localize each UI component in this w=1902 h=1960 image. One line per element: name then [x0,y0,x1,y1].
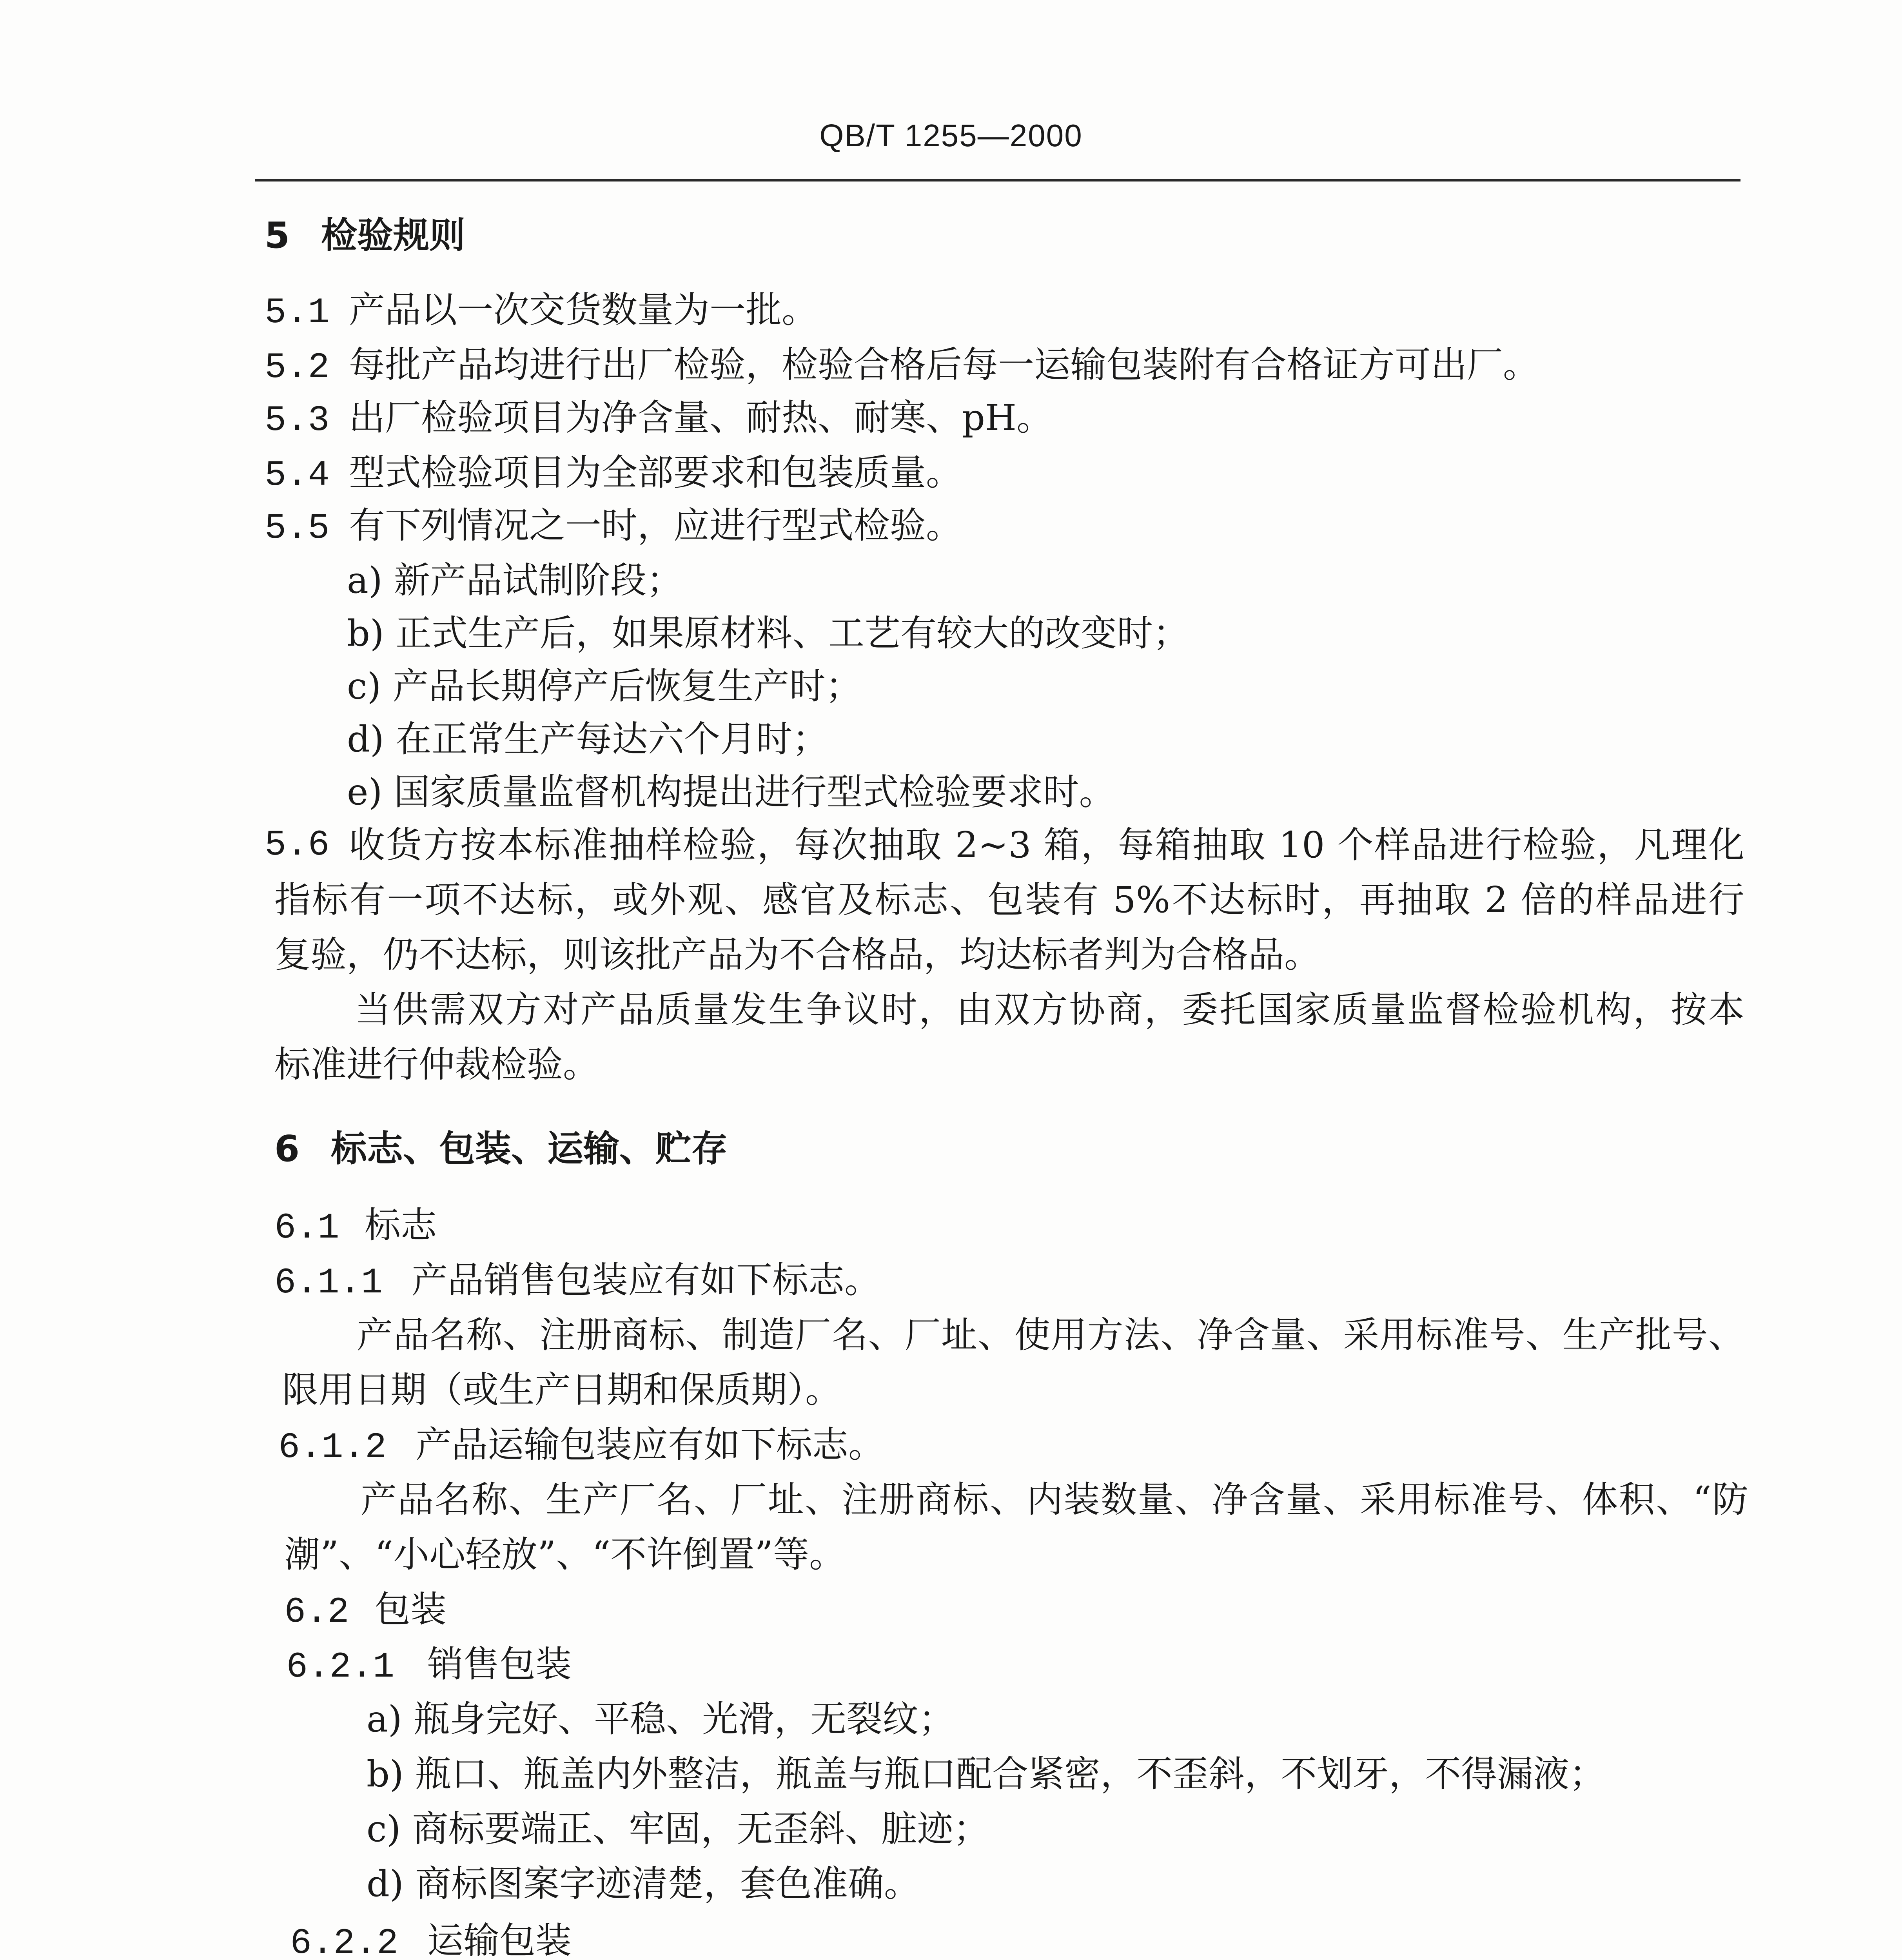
clause-5-2 [265,344,1539,388]
clause-number: 6.2.2 [290,1923,399,1960]
clause-5-1 [265,289,818,333]
list-item-6-2-1-b: b) 瓶口、瓶盖内外整洁，瓶盖与瓶口配合紧密，不歪斜，不划牙，不得漏液； [367,1753,1606,1795]
clause-title: 产品销售包装应有如下标志。 [412,1259,881,1301]
clause-number: 6.1.2 [278,1427,387,1468]
clause-6-1-1-line-2: 限用日期（或生产日期和保质期）。 [282,1369,842,1411]
clause-6-1-2-line-1: 产品名称、生产厂名、厂址、注册商标、内装数量、净含量、采用标准号、体积、“防 [361,1479,1748,1521]
clause-title: 产品运输包装应有如下标志。 [416,1424,885,1466]
clause-text: 每批产品均进行出厂检验，检验合格后每一运输包装附有合格证方可出厂。 [349,344,1539,386]
clause-6-1-2 [278,1424,885,1468]
list-item-5-5-d: d) 在正常生产每达六个月时； [347,718,829,760]
clause-title: 包装 [374,1588,447,1630]
clause-5-4 [265,452,962,496]
clause-number: 6.2.1 [286,1646,395,1688]
clause-text: 型式检验项目为全部要求和包装质量。 [349,452,962,494]
clause-6-1-1 [274,1259,881,1303]
clause-number: 5.3 [265,400,330,441]
clause-text: 出厂检验项目为净含量、耐热、耐寒、pH。 [349,397,1053,439]
list-item-5-5-a: a) 新产品试制阶段； [347,559,682,601]
standard-code-header: QB/T 1255—2000 [819,118,1083,153]
clause-number: 5.4 [265,455,330,496]
clause-number: 5.2 [265,347,330,388]
section-6-number: 6 [274,1128,300,1170]
clause-6-2-1 [286,1643,572,1688]
clause-6-1 [274,1204,437,1249]
section-6-title: 标志、包装、运输、贮存 [331,1128,728,1170]
clause-number: 5.6 [265,824,330,866]
clause-6-2 [284,1588,447,1633]
clause-title: 销售包装 [427,1643,572,1685]
clause-5-5 [265,505,962,549]
clause-6-1-1-line-1: 产品名称、注册商标、制造厂名、厂址、使用方法、净含量、采用标准号、生产批号、 [357,1314,1744,1356]
clause-number: 6.1 [274,1207,339,1249]
list-item-5-5-c: c) 产品长期停产后恢复生产时； [347,665,862,707]
list-item-6-2-1-a: a) 瓶身完好、平稳、光滑，无裂纹； [367,1698,955,1740]
clause-title: 运输包装 [427,1920,572,1960]
list-item-5-5-b: b) 正式生产后，如果原材料、工艺有较大的改变时； [347,612,1189,654]
clause-number: 6.1.1 [274,1262,383,1303]
list-item-6-2-1-d: d) 商标图案字迹清楚，套色准确。 [367,1863,920,1905]
clause-text: 产品以一次交货数量为一批。 [349,289,818,331]
section-6-heading [274,1128,728,1170]
clause-number: 6.2 [284,1592,349,1633]
section-5-title: 检验规则 [321,214,466,256]
clause-number: 5.5 [265,508,330,549]
clause-5-6 [265,824,1744,866]
section-5-number: 5 [265,214,290,256]
clause-text: 收货方按本标准抽样检验，每次抽取 2~3 箱，每箱抽取 10 个样品进行检验，凡理化 [349,824,1744,866]
section-5-heading [265,214,466,256]
clause-5-3 [265,397,1053,441]
clause-6-1-2-line-2: 潮”、“小心轻放”、“不许倒置”等。 [284,1534,846,1575]
clause-5-6-paragraph-2: 当供需双方对产品质量发生争议时，由双方协商，委托国家质量监督检验机构，按本 [355,989,1744,1031]
clause-5-6-paragraph-2-line-2: 标准进行仲裁检验。 [274,1044,599,1085]
clause-5-6-line-2: 指标有一项不达标，或外观、感官及标志、包装有 5%不达标时，再抽取 2 倍的样品进行 [274,879,1744,921]
clause-number: 5.1 [265,292,330,333]
header-rule [255,179,1740,181]
clause-5-6-line-3: 复验，仍不达标，则该批产品为不合格品，均达标者判为合格品。 [274,934,1321,976]
clause-6-2-2 [290,1920,572,1960]
clause-text: 有下列情况之一时，应进行型式检验。 [349,505,962,546]
list-item-6-2-1-c: c) 商标要端正、牢固，无歪斜、脏迹； [367,1808,989,1850]
list-item-5-5-e: e) 国家质量监督机构提出进行型式检验要求时。 [347,771,1115,813]
clause-title: 标志 [365,1204,437,1246]
